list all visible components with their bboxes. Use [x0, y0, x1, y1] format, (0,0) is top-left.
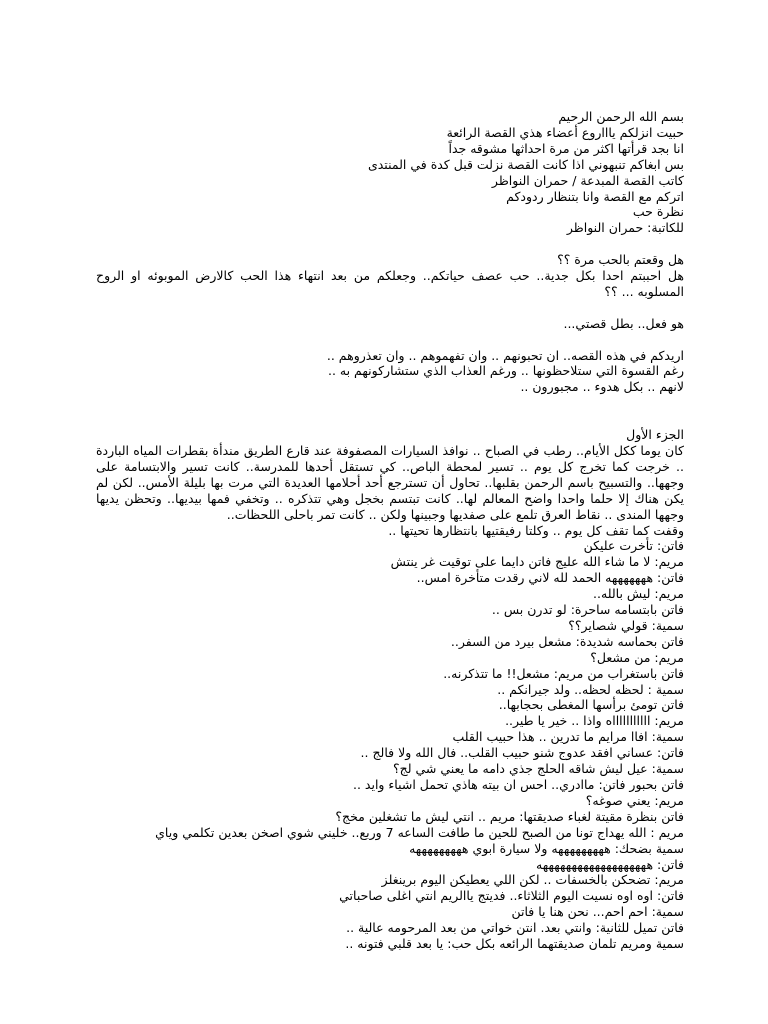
opening-paragraph: كان يوما ككل الأيام.. رطب في الصباح .. نوافذ السيارات المصفوفة عند قارع الطريق مندأة بقطرات المياه الباردة .. خرجت كما تخرج كل يوم .. تسير لمحطة الباص.. كي تستقل أحدها للمدرسة.. كانت تسير والابتسامة على وجهها.. والتسبيح باسم الرحمن بقلبها.. تحاول أن تسترجع أحد أحلامها العديدة التي مرت بها بليلة الأمس.. لكن لم يكن هناك إلا حلما واحدا واضح المعالم لها.. كانت تبتسم بخجل وهي تتذكره .. وتخفي فمها بيديها.. وتحظن يديها وجهها المندى .. نقاط العرق تلمع على صفديها وجبينها ولكن .. كانت تمر باحلى اللحظات.. [96, 442, 684, 522]
dialogue-line: فاتن: هههههههه الحمد لله لاني رقدت متأخرة امس.. [416, 570, 684, 586]
dialogue-line: مريم : الله يهداج تونا من الصبح للحين ما طافت الساعه 7 وربع.. خليني شوي اصخن بعدين تكلمي وياي [155, 824, 684, 840]
spacer [96, 395, 684, 427]
dialogue-line: مريم: اااااااااااه واذا .. خير يا طير.. [505, 713, 684, 729]
spacer [96, 236, 684, 252]
dialogue-line: مريم: من مشعل؟ [590, 649, 684, 665]
dialogue-line: فاتن: تأخرت عليكن [583, 538, 684, 554]
dialogue-line: سمية: عيل ليش شاقه الحلج جذي دامه ما يعني شي لج؟ [393, 761, 684, 777]
dialogue-section [96, 523, 684, 952]
question-paragraph: هل احببتم احدا بكل جدية.. حب عصف حياتكم.. وجعلكم من بعد انتهاء هذا الحب كالارض الموبوئه او الروح المسلوبه ... ؟؟ [96, 268, 684, 299]
wish-line: اريدكم في هذه القصه.. ان تحبونهم .. وان تفهموهم .. وان تعذروهم .. [326, 347, 684, 363]
story-author: للكاتبة: حمران النواظر [566, 220, 684, 236]
spacer [96, 300, 684, 316]
dialogue-line: فاتن تميل للثانية: وانتي بعد. انتن خواتي من بعد المرحومه عالية .. [346, 920, 684, 936]
wish-line: لانهم .. بكل هدوء .. مجبورون .. [520, 379, 684, 395]
dialogue-line: فاتن بحماسه شديدة: مشعل بيرد من السفر.. [450, 633, 684, 649]
hero-line: هو فعل.. بطل قصتي... [563, 315, 684, 331]
dialogue-line: فاتن بابتسامه ساحرة: لو تدرن بس .. [491, 602, 684, 618]
dialogue-line: مريم: يعني صوغه؟ [585, 792, 684, 808]
dialogue-line: مريم: ليش بالله.. [593, 586, 684, 602]
wish-section [96, 348, 684, 396]
dialogue-line: فاتن: هههههههههههههههههههه [536, 856, 684, 872]
dialogue-line: مريم: تضحكن بالخسفات .. لكن اللي يعطيكن اليوم برينغلز [381, 872, 684, 888]
dialogue-line: سمية: احم احم... نحن هنا يا فاتن [511, 904, 684, 920]
intro-line: بس ابغاكم تنبهوني اذا كانت القصة نزلت قبل كدة في المنتدى [367, 156, 684, 172]
dialogue-line: سمية : لحظه لحظه.. ولد جيرانكم .. [497, 681, 684, 697]
dialogue-line: وقفت كما تقف كل يوم .. وكلتا رفيقتيها بانتظارها تحيتها .. [388, 522, 684, 538]
dialogue-line: فاتن: عساني افقد عدوج شنو حبيب القلب.. فال الله ولا فالج .. [360, 745, 684, 761]
intro-line: حبيت انزلكم ياااروع أعضاء هذي القصة الرائعة [446, 124, 684, 140]
dialogue-line: فاتن بنظرة مقيتة لغباء صديقتها: مريم .. انتي ليش ما تشغلين مخج؟ [335, 808, 684, 824]
part-title: الجزء الأول [626, 427, 684, 443]
question-line: هل وقعتم بالحب مرة ؟؟ [557, 252, 684, 268]
dialogue-line: سمية: افاا مرايم ما تدرين .. هذا حبيب القلب [452, 729, 684, 745]
question-section [96, 252, 684, 300]
dialogue-line: مريم: لا ما شاء الله عليج فاتن دايما على توقيت غر ينتش [390, 554, 684, 570]
dialogue-line: سمية: قولي شصاير؟؟ [568, 617, 684, 633]
intro-line: انا بجد قرأتها اكثر من مرة احداثها مشوقه جداً [448, 140, 684, 156]
dialogue-line: فاتن بحبور فاتن: ماادري.. احس ان بيته هاذي تحمل اشياء وايد .. [352, 777, 684, 792]
wish-line: رغم القسوة التي ستلاحظونها .. ورغم العذاب الذي ستشاركونهم به .. [327, 363, 684, 379]
intro-line: اتركم مع القصة وانا بتنظار ردودكم [506, 188, 684, 204]
dialogue-line: فاتن: اوه اوه نسيت اليوم الثلاثاء.. فديتج ياالريم انتي اغلى صاحباتي [339, 888, 684, 904]
basmala-line: بسم الله الرحمن الرحيم [558, 109, 684, 124]
intro-section [96, 109, 684, 236]
dialogue-line: فاتن تومئ برأسها المغطى بحجابها.. [498, 697, 684, 713]
dialogue-line: فاتن باستغراب من مريم: مشعل!! ما تتذكرنه.. [443, 665, 684, 681]
author-credit-line: كاتب القصة المبدعة / حمران النواظر [491, 172, 684, 188]
dialogue-line: سمية ومريم تلمان صديقتهما الرائعه بكل حب: يا بعد قلبي فتونه .. [345, 936, 684, 952]
spacer [96, 332, 684, 348]
story-title: نظرة حب [632, 204, 684, 220]
dialogue-line: سمية بضحك: هههههههههه ولا سيارة ابوي هههههههههه [409, 840, 684, 856]
document-body [96, 109, 684, 952]
